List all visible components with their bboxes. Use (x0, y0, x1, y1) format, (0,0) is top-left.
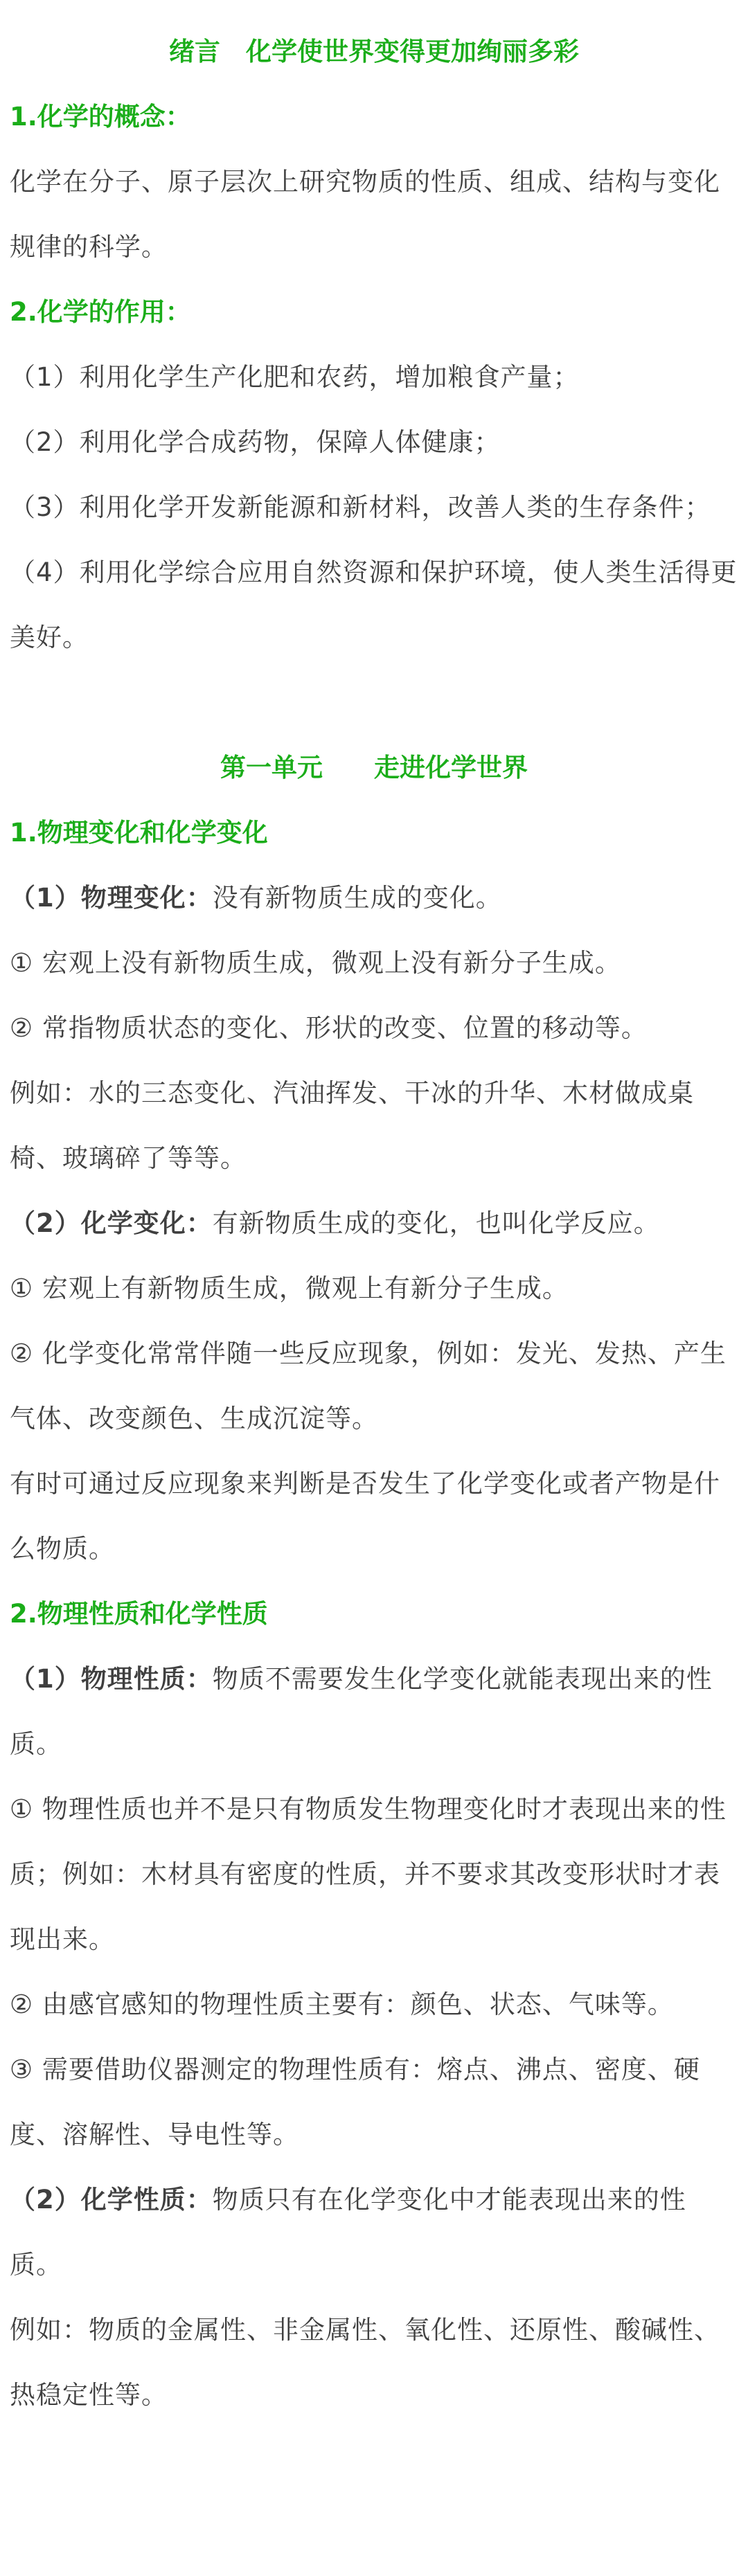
physical-change-point-1: ① 宏观上没有新物质生成，微观上没有新分子生成。 (10, 948, 621, 978)
physical-property-label: （1）物理性质： (10, 1664, 213, 1694)
chemical-change-label: （2）化学变化： (10, 1208, 213, 1238)
role-item-1: （1）利用化学生产化肥和农药，增加粮食产量； (10, 362, 580, 392)
chemical-change-point-2: ② 化学变化常常伴随一些反应现象，例如：发光、发热、产生气体、改变颜色、生成沉淀等。 (10, 1339, 727, 1433)
physical-property-point-3: ③ 需要借助仪器测定的物理性质有：熔点、沸点、密度、硬度、溶解性、导电性等。 (10, 2055, 700, 2149)
section-heading-properties: 2.物理性质和化学性质 (10, 1599, 268, 1629)
section-heading-concept: 1.化学的概念： (10, 102, 191, 132)
concept-paragraph: 化学在分子、原子层次上研究物质的性质、组成、结构与变化规律的科学。 (10, 167, 720, 262)
physical-change-example: 例如：水的三态变化、汽油挥发、干冰的升华、木材做成桌椅、玻璃碎了等等。 (10, 1078, 694, 1173)
chemical-change-definition (10, 1191, 738, 1256)
intro-title: 绪言 化学使世界变得更加绚丽多彩 (169, 37, 579, 66)
physical-property-text: 物质不需要发生化学变化就能表现出来的性质。 (10, 1664, 713, 1759)
chemical-change-point-1: ① 宏观上有新物质生成，微观上有新分子生成。 (10, 1273, 569, 1303)
section-spacer (10, 670, 738, 735)
chemical-change-text: 有新物质生成的变化，也叫化学反应。 (212, 1208, 660, 1238)
unit1-title: 第一单元 走进化学世界 (220, 753, 528, 782)
section-heading-role: 2.化学的作用： (10, 297, 191, 327)
chemical-property-text: 物质只有在化学变化中才能表现出来的性质。 (10, 2185, 686, 2280)
physical-property-point-2: ② 由感官感知的物理性质主要有：颜色、状态、气味等。 (10, 1989, 674, 2019)
chemical-change-note: 有时可通过反应现象来判断是否发生了化学变化或者产物是什么物质。 (10, 1469, 720, 1564)
chemical-property-label: （2）化学性质： (10, 2185, 213, 2215)
role-item-4: （4）利用化学综合应用自然资源和保护环境，使人类生活得更美好。 (10, 557, 738, 652)
chemical-property-definition (10, 2167, 738, 2298)
physical-change-point-2: ② 常指物质状态的变化、形状的改变、位置的移动等。 (10, 1013, 648, 1043)
physical-property-point-1: ① 物理性质也并不是只有物质发生物理变化时才表现出来的性质；例如：木材具有密度的性质，并不要求其改变形状时才表现出来。 (10, 1794, 727, 1954)
role-item-3: （3）利用化学开发新能源和新材料，改善人类的生存条件； (10, 492, 711, 522)
physical-change-definition (10, 866, 738, 931)
chemical-property-example: 例如：物质的金属性、非金属性、氧化性、还原性、酸碱性、热稳定性等。 (10, 2315, 720, 2410)
section-heading-changes: 1.物理变化和化学变化 (10, 818, 268, 848)
physical-change-label: （1）物理变化： (10, 883, 213, 913)
physical-property-definition (10, 1647, 738, 1777)
role-item-2: （2）利用化学合成药物，保障人体健康； (10, 427, 501, 457)
physical-change-text: 没有新物质生成的变化。 (212, 883, 502, 913)
